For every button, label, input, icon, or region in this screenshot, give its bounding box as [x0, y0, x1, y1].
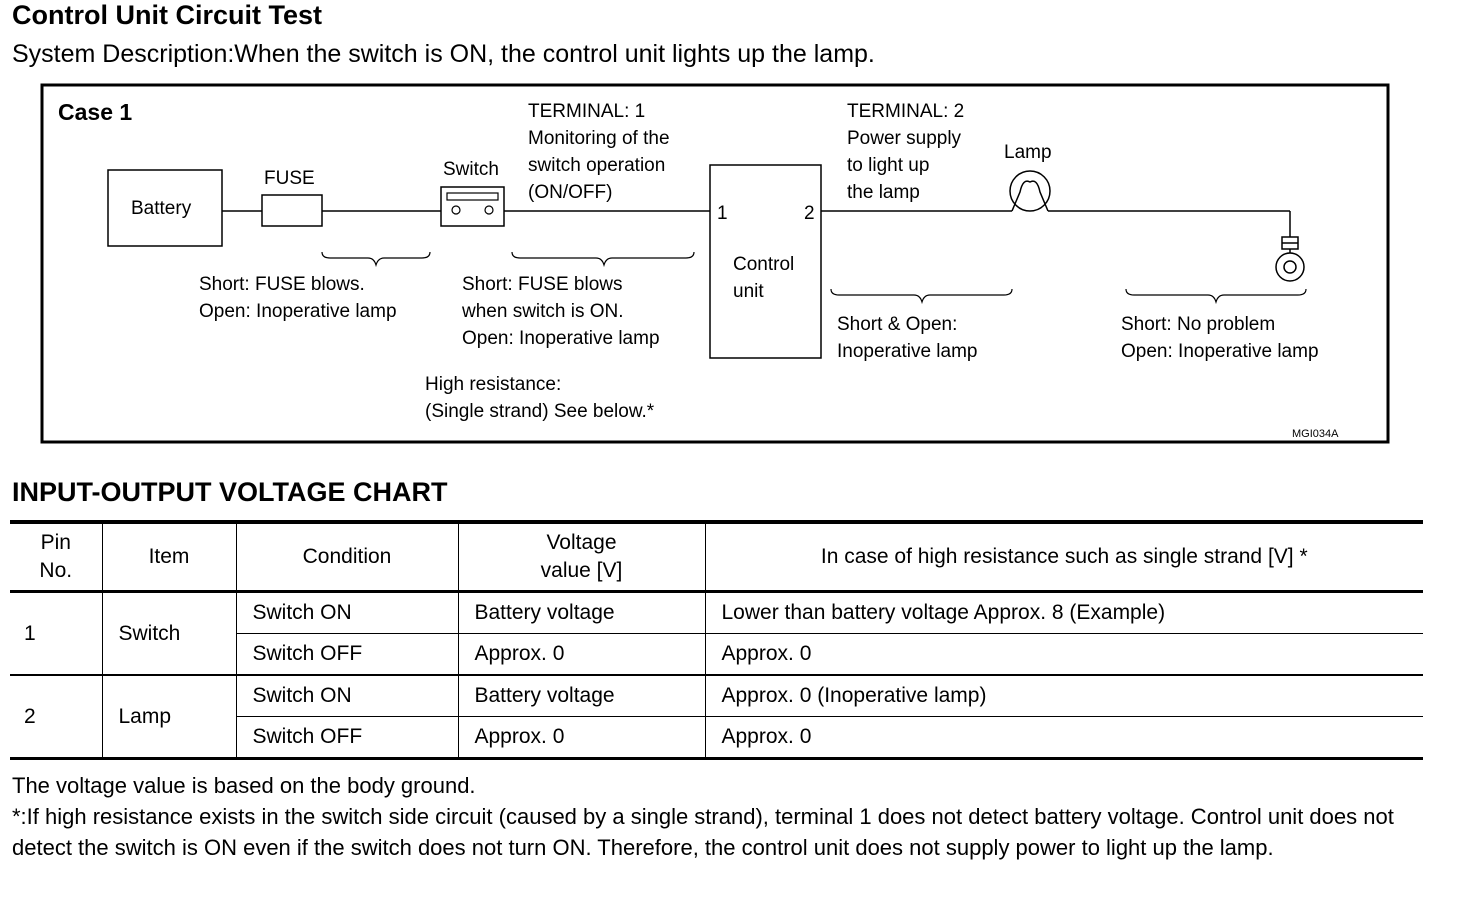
- switch-note-line: Short: FUSE blows: [462, 274, 623, 295]
- control-lamp-note-line: Inoperative lamp: [837, 341, 978, 362]
- fuse-note-line: Short: FUSE blows.: [199, 274, 365, 295]
- high-resistance-note-line: High resistance:: [425, 374, 562, 395]
- footnote-high-resistance: *:If high resistance exists in the switch side circuit (caused by a single strand), terminal 1 does not detect battery voltage. Control unit does not detect the switch is ON even if the switch does not turn ON. Therefore, the control unit does not supply power to light up the lamp.: [12, 804, 1394, 860]
- condition-cell: Switch OFF: [236, 717, 458, 759]
- control-unit-label: unit: [733, 281, 764, 302]
- high-resistance-cell: Lower than battery voltage Approx. 8 (Example): [705, 592, 1423, 634]
- terminal1-line: Monitoring of the: [528, 128, 670, 149]
- high-resistance-cell: Approx. 0: [705, 634, 1423, 676]
- lamp-label: Lamp: [1004, 142, 1052, 163]
- voltage-chart-table: [10, 520, 1423, 760]
- voltage-cell: Approx. 0: [458, 717, 705, 759]
- fuse-label: FUSE: [264, 168, 315, 189]
- header-pin: [10, 522, 102, 592]
- voltage-cell: Battery voltage: [458, 592, 705, 634]
- terminal1-description: [528, 101, 670, 203]
- condition-cell: Switch OFF: [236, 634, 458, 676]
- header-pin-line: No.: [39, 559, 73, 582]
- header-pin-line: Pin: [40, 531, 71, 554]
- item-cell: Lamp: [102, 675, 236, 759]
- item-cell: Switch: [102, 592, 236, 676]
- header-condition: Condition: [236, 522, 458, 592]
- voltage-cell: Battery voltage: [458, 675, 705, 717]
- terminal2-line: TERMINAL: 2: [847, 101, 965, 122]
- switch-note-line: when switch is ON.: [462, 301, 624, 322]
- pin-cell: 2: [10, 675, 102, 759]
- ground-symbol: [1276, 237, 1304, 281]
- voltage-cell: Approx. 0: [458, 634, 705, 676]
- lamp-symbol: [1010, 171, 1050, 211]
- header-item: Item: [102, 522, 236, 592]
- table-header-row: [10, 522, 1423, 592]
- terminal2-description: [847, 101, 964, 203]
- terminal1-line: TERMINAL: 1: [528, 101, 646, 122]
- battery-label: Battery: [131, 198, 192, 219]
- switch-symbol: [441, 187, 504, 226]
- footnote-ground: The voltage value is based on the body ground.: [12, 773, 476, 798]
- header-voltage-line: value [V]: [540, 559, 623, 582]
- terminal1-line: switch operation: [528, 155, 666, 176]
- case-label: Case 1: [58, 99, 133, 125]
- terminal2-line: Power supply: [847, 128, 962, 149]
- high-resistance-note-line: (Single strand) See below.*: [425, 401, 655, 422]
- fuse-note-line: Open: Inoperative lamp: [199, 301, 397, 322]
- condition-cell: Switch ON: [236, 592, 458, 634]
- table-row: [10, 592, 1423, 634]
- switch-note-line: Open: Inoperative lamp: [462, 328, 660, 349]
- high-resistance-cell: Approx. 0: [705, 717, 1423, 759]
- header-voltage: [458, 522, 705, 592]
- footnotes: [12, 770, 1432, 863]
- lamp-ground-note-line: Open: Inoperative lamp: [1121, 341, 1319, 362]
- terminal2-line: the lamp: [847, 182, 920, 203]
- pin-cell: 1: [24, 621, 36, 645]
- voltage-chart-title: INPUT-OUTPUT VOLTAGE CHART: [12, 477, 448, 507]
- page-title: Control Unit Circuit Test: [12, 0, 322, 30]
- pin1-label: 1: [717, 203, 728, 224]
- switch-label: Switch: [443, 159, 499, 180]
- header-voltage-line: Voltage: [546, 531, 617, 554]
- pin2-label: 2: [804, 203, 815, 224]
- lamp-ground-note-line: Short: No problem: [1121, 314, 1276, 335]
- table-row: [10, 675, 1423, 717]
- figure-code: MGI034A: [1292, 428, 1339, 440]
- header-high-resistance: In case of high resistance such as single strand [V] *: [705, 522, 1423, 592]
- control-lamp-note-line: Short & Open:: [837, 314, 958, 335]
- control-unit-label: Control: [733, 254, 795, 275]
- terminal1-line: (ON/OFF): [528, 182, 613, 203]
- fuse-symbol: [262, 195, 322, 226]
- terminal2-line: to light up: [847, 155, 930, 176]
- condition-cell: Switch ON: [236, 675, 458, 717]
- high-resistance-cell: Approx. 0 (Inoperative lamp): [705, 675, 1423, 717]
- system-description: System Description:When the switch is ON, the control unit lights up the lamp.: [12, 40, 875, 68]
